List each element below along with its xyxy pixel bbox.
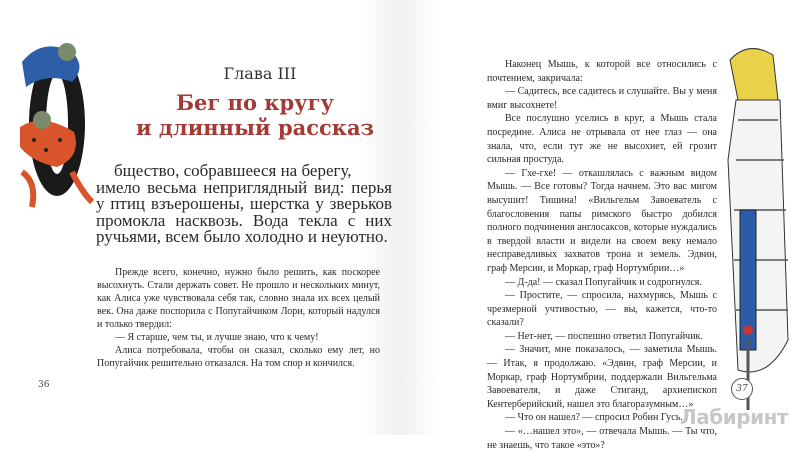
paragraph: — Гхе-гхе! — откашлялась с важным видом Мышь. — Все готовы? Тогда начнем. Это вас мигом высушит! Тишина! «Вильгельм Завоеватель с благословения папы римского быстро добился полного подчинения англосаксов, которые нуждались в твердой власти и видели на своем веку немало несправедливых захватов трона и земель. Эдвин, граф Мерсии, и Моркар, граф Нортумбрии…» [487,167,717,274]
lead-text: имело весьма неприглядный вид: перья у птиц взъерошены, шерстка у зверьков промокла насквозь. Вода текла с них ручьями, всем было холодно и неуютно. [96,177,392,246]
paragraph: — Д-да! — сказал Попугайчик и содрогнулся. [505,276,702,288]
left-page [0,0,400,435]
paragraph: — Простите, — спросила, нахмурясь, Мышь с чрезмерной учтивостью, — вы, кажется, что-то сказали? [487,290,717,329]
paragraph: Все послушно уселись в круг, а Мышь стала посредине. Алиса не отрывала от нее глаз — она знала, что, если тут же не высохнет, ей грозит сильная простуда. [487,113,717,166]
paragraph: — Значит, мне показалось, — заметила Мышь. — Итак, я продолжаю. «Эдвин, граф Мерсии, и Моркар, граф Нортумбрии, поддержали Вильгельма Завоевателя, и даже Стиганд, архиепископ Кентерберийский, нашел это благоразумным…» [487,344,717,410]
paragraph: — Нет-нет, — поспешно ответил Попугайчик. [505,330,703,342]
paragraph: Наконец Мышь, к которой все относились с почтением, закричала: [487,59,717,84]
paragraph: — Я старше, чем ты, и лучше знаю, что к чему! [115,332,319,343]
page-number: 37 [731,378,753,400]
page-number: 36 [38,380,50,390]
knight-illustration [718,40,800,420]
right-page [400,0,800,451]
chapter-number: Глава III [223,64,297,83]
paragraph: Алиса потребовала, чтобы он сказал, сколько ему лет, но Попугайчик решительно отказался. На том спор и кончился. [97,345,380,369]
paragraph: — Что он нашел? — спросил Робин Гусь. [505,412,683,424]
lead-paragraph [96,163,392,246]
watermark: Лабиринт [680,405,788,429]
body-text [97,266,380,370]
paragraph: — «…нашел это», — отвечала Мышь. — Ты что, не знаешь, что такое «это»? [487,426,717,451]
lead-first-line: бщество, собравшееся на берегу, [114,161,352,180]
paragraph: Прежде всего, конечно, нужно было решить, как поскорее высохнуть. Стали держать совет. Не прошло и нескольких минут, как Алиса уже чувствовала себя так, словно знала их всех целый век. Она даже поспорила с Попугайчиком Лори, который надулся и только твердил: [97,267,380,330]
title-line: Бег по кругу [176,90,334,115]
body-text [487,58,717,452]
drop-cap-illustration [12,32,102,212]
chapter-title [110,90,400,140]
paragraph: — Садитесь, все садитесь и слушайте. Вы у меня вмиг высохнете! [487,86,717,111]
title-line: и длинный рассказ [136,115,374,140]
